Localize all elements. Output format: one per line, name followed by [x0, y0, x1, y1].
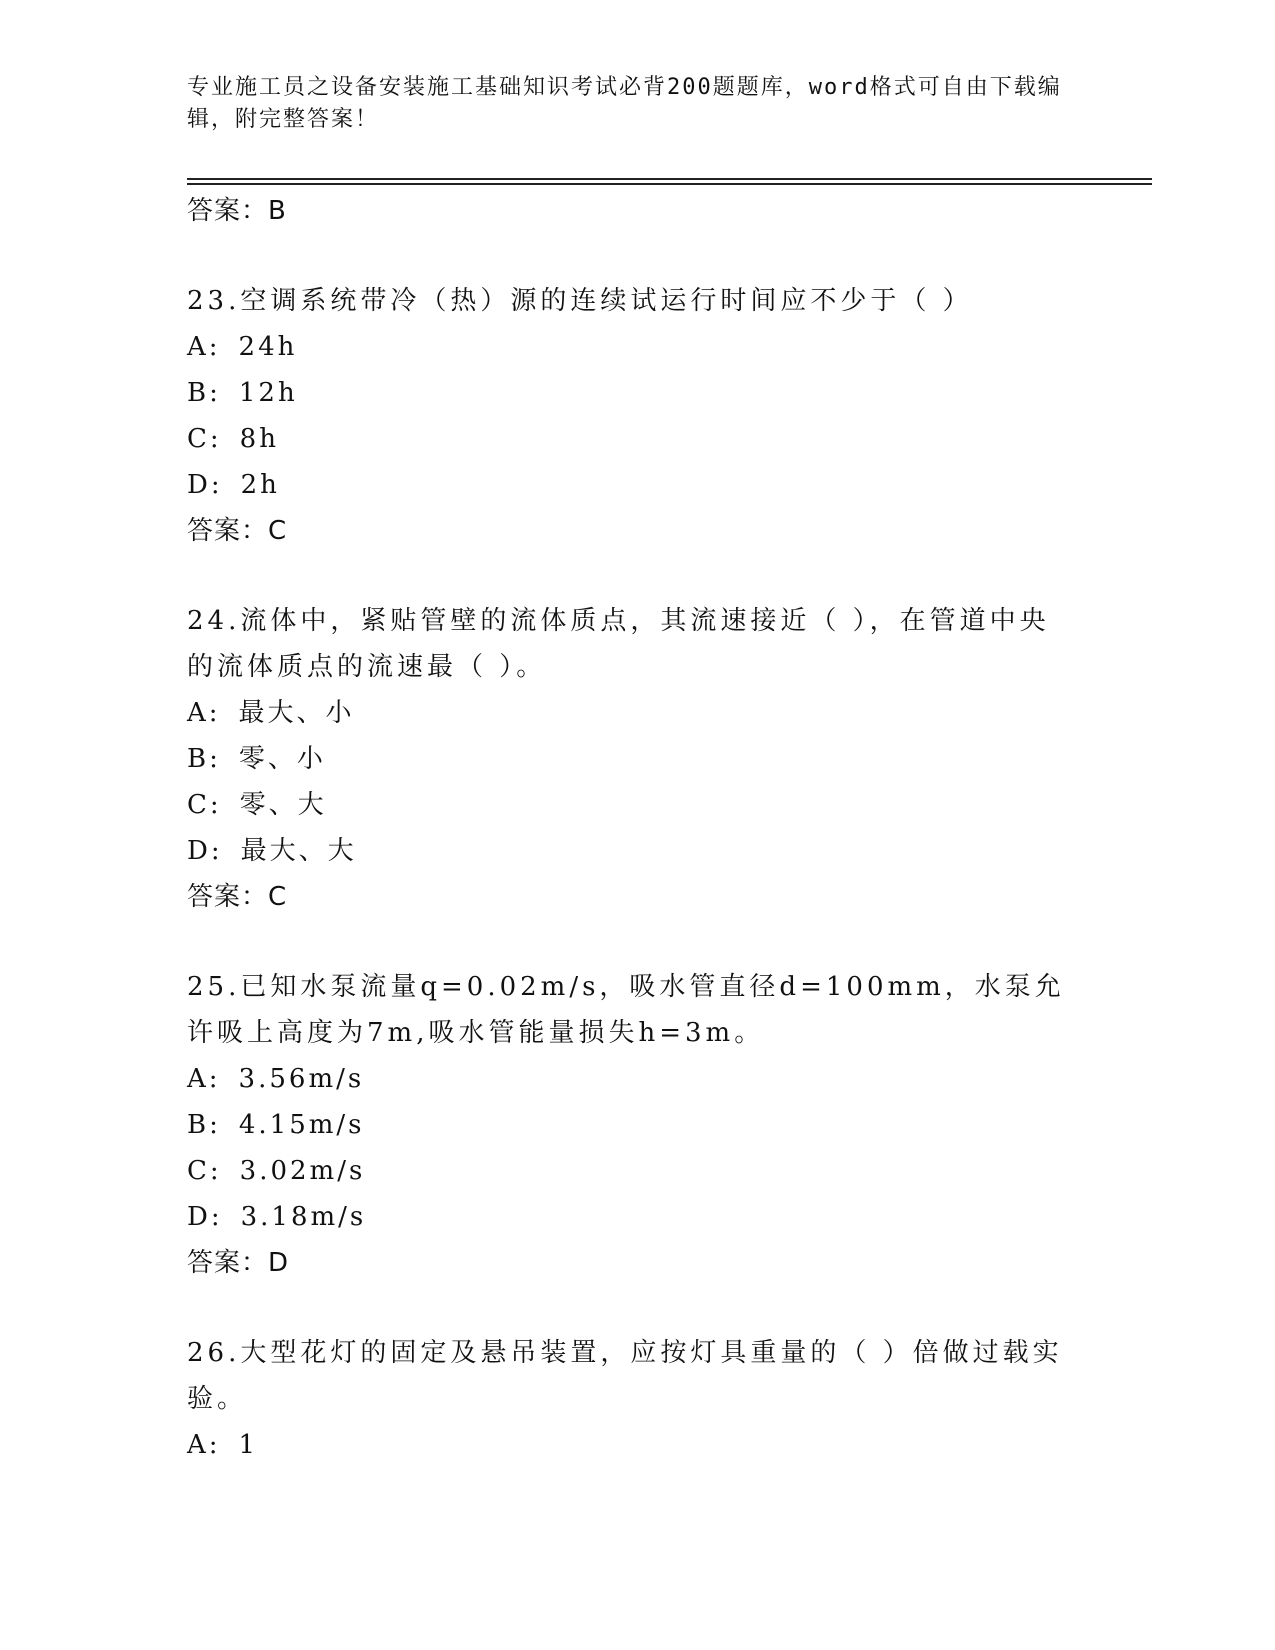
question-text: 26.大型花灯的固定及悬吊装置，应按灯具重量的（ ）倍做过载实验。 — [187, 1338, 1063, 1414]
option-d — [187, 462, 1067, 508]
page-header: 专业施工员之设备安装施工基础知识考试必背200题题库，word格式可自由下载编辑，附完整答案！ — [187, 75, 1062, 132]
option-label: B: — [187, 378, 221, 408]
option-a — [187, 324, 1067, 370]
question-block — [187, 964, 1067, 1286]
answer: 答案：D — [187, 1248, 290, 1278]
header-rule-bottom — [187, 183, 1152, 185]
option-a — [187, 1422, 1067, 1468]
option-text: 8h — [239, 424, 279, 454]
question-block — [187, 598, 1067, 920]
question-text: 25.已知水泵流量q=0.02m/s，吸水管直径d=100mm，水泵允许吸上高度为7m,吸水管能量损失h=3m。 — [187, 972, 1065, 1048]
option-d — [187, 1194, 1067, 1240]
option-b — [187, 1102, 1067, 1148]
option-c — [187, 416, 1067, 462]
option-text: 最大、大 — [240, 836, 357, 866]
question-text: 23.空调系统带冷（热）源的连续试运行时间应不少于（ ） — [187, 286, 973, 316]
option-text: 4.15m/s — [238, 1110, 365, 1140]
option-c — [187, 782, 1067, 828]
option-text: 最大、小 — [238, 698, 355, 728]
option-label: D: — [187, 1202, 223, 1232]
option-c — [187, 1148, 1067, 1194]
option-b — [187, 736, 1067, 782]
option-label: C: — [187, 424, 222, 454]
option-b — [187, 370, 1067, 416]
option-text: 3.18m/s — [240, 1202, 367, 1232]
option-text: 3.56m/s — [238, 1064, 365, 1094]
option-label: B: — [187, 1110, 221, 1140]
option-label: C: — [187, 790, 222, 820]
answer: 答案：C — [187, 882, 288, 912]
option-label: B: — [187, 744, 221, 774]
option-label: D: — [187, 470, 223, 500]
option-label: A: — [187, 1064, 221, 1094]
question-block — [187, 1330, 1067, 1468]
option-text: 12h — [238, 378, 298, 408]
question-text: 24.流体中，紧贴管壁的流体质点，其流速接近（ ），在管道中央的流体质点的流速最（ ）。 — [187, 606, 1050, 682]
option-label: A: — [187, 1430, 221, 1460]
option-text: 3.02m/s — [239, 1156, 366, 1186]
option-text: 1 — [238, 1430, 259, 1460]
option-a — [187, 690, 1067, 736]
option-text: 零、大 — [239, 790, 327, 820]
option-label: A: — [187, 332, 221, 362]
option-label: D: — [187, 836, 223, 866]
question-list — [187, 188, 1067, 1468]
option-d — [187, 828, 1067, 874]
answer: 答案：C — [187, 516, 288, 546]
header-rule-top — [187, 178, 1152, 180]
option-text: 零、小 — [238, 744, 326, 774]
option-label: A: — [187, 698, 221, 728]
question-block — [187, 278, 1067, 554]
option-text: 24h — [238, 332, 298, 362]
option-text: 2h — [240, 470, 280, 500]
previous-answer: 答案：B — [187, 196, 287, 226]
option-label: C: — [187, 1156, 222, 1186]
option-a — [187, 1056, 1067, 1102]
